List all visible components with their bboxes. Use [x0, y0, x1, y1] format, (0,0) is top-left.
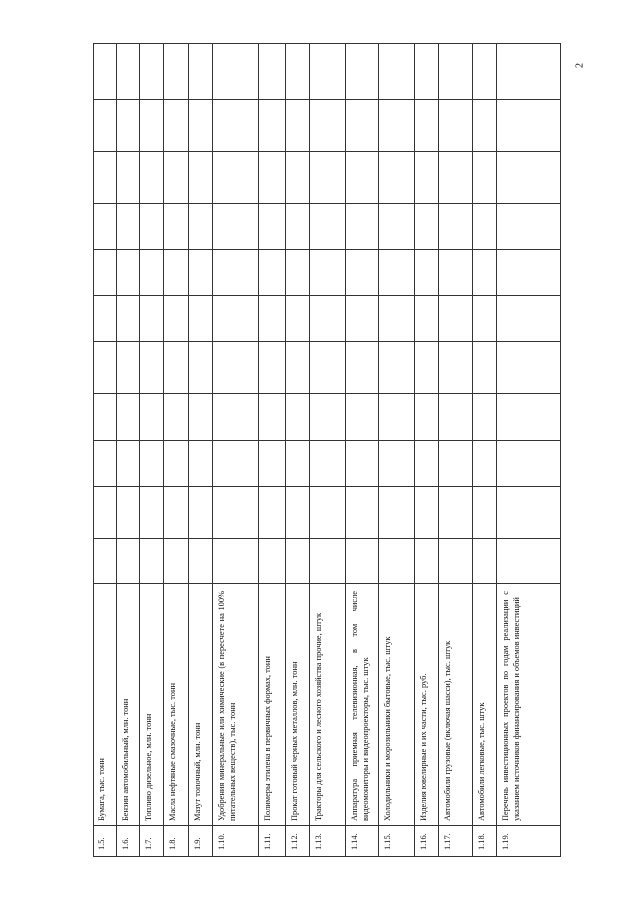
- empty-value-cell: [164, 487, 189, 539]
- empty-value-cell: [164, 441, 189, 487]
- row-number-cell: [189, 826, 213, 857]
- empty-value-cell: [93, 342, 117, 394]
- row-name-cell: [140, 584, 164, 826]
- empty-value-cell: [346, 441, 379, 487]
- empty-value-cell: [213, 441, 259, 487]
- empty-value-cell: [93, 441, 117, 487]
- row-number: 1.8.: [168, 837, 177, 850]
- empty-value-cell: [213, 296, 259, 342]
- empty-value-cell: [379, 441, 415, 487]
- empty-value-cell: [140, 487, 164, 539]
- empty-value-cell: [497, 100, 561, 152]
- empty-value-cell: [497, 539, 561, 584]
- empty-value-cell: [140, 296, 164, 342]
- empty-value-cell: [415, 152, 439, 204]
- empty-value-cell: [213, 487, 259, 539]
- empty-value-cell: [189, 539, 213, 584]
- empty-value-cell: [140, 342, 164, 394]
- empty-value-cell: [213, 204, 259, 250]
- empty-value-cell: [439, 152, 473, 204]
- empty-value-cell: [379, 296, 415, 342]
- row-number: 1.17.: [443, 833, 452, 850]
- empty-value-cell: [310, 43, 346, 100]
- empty-value-cell: [117, 204, 140, 250]
- row-number: 1.13.: [314, 833, 323, 850]
- row-name: Тракторы для сельского и лесного хозяйства прочие, штук: [314, 612, 323, 821]
- empty-value-cell: [346, 487, 379, 539]
- empty-value-cell: [117, 296, 140, 342]
- row-number: 1.18.: [477, 833, 486, 850]
- empty-value-cell: [473, 43, 497, 100]
- empty-value-cell: [259, 487, 286, 539]
- row-name: Перечень инвестиционных проектов по годам реализации с указанием источников финансирования и объемов инвестиций: [501, 591, 521, 821]
- empty-value-cell: [473, 296, 497, 342]
- empty-value-cell: [286, 43, 310, 100]
- empty-value-cell: [415, 487, 439, 539]
- row-number: 1.7.: [144, 837, 153, 850]
- empty-value-cell: [310, 152, 346, 204]
- empty-value-cell: [379, 100, 415, 152]
- empty-value-cell: [379, 152, 415, 204]
- row-number-cell: [117, 826, 140, 857]
- empty-value-cell: [286, 250, 310, 296]
- row-name: Аппаратура приемная телевизионная, в том числе видеомониторы и видеопроекторы, тыс. штук: [350, 591, 370, 821]
- empty-value-cell: [286, 296, 310, 342]
- empty-value-cell: [93, 539, 117, 584]
- row-name: Масла нефтяные смазочные, тыс. тонн: [168, 683, 177, 821]
- empty-value-cell: [379, 250, 415, 296]
- empty-value-cell: [189, 43, 213, 100]
- row-number: 1.10.: [217, 833, 226, 850]
- empty-value-cell: [415, 296, 439, 342]
- empty-value-cell: [140, 100, 164, 152]
- empty-value-cell: [346, 394, 379, 441]
- empty-value-cell: [259, 43, 286, 100]
- row-name: Полимеры этилена в первичных формах, тонн: [263, 656, 272, 821]
- row-number-cell: [286, 826, 310, 857]
- empty-value-cell: [346, 43, 379, 100]
- row-name-cell: [164, 584, 189, 826]
- empty-value-cell: [140, 43, 164, 100]
- empty-value-cell: [93, 204, 117, 250]
- row-name: Автомобили легковые, тыс. штук: [477, 702, 486, 821]
- empty-value-cell: [117, 43, 140, 100]
- empty-value-cell: [164, 296, 189, 342]
- empty-value-cell: [473, 152, 497, 204]
- empty-value-cell: [497, 487, 561, 539]
- empty-value-cell: [117, 100, 140, 152]
- empty-value-cell: [213, 100, 259, 152]
- empty-value-cell: [310, 204, 346, 250]
- row-name: Удобрения минеральные или химические (в пересчете на 100% питательных веществ), тыс. тонн: [217, 591, 237, 821]
- empty-value-cell: [93, 487, 117, 539]
- empty-value-cell: [213, 539, 259, 584]
- empty-value-cell: [439, 539, 473, 584]
- empty-value-cell: [415, 539, 439, 584]
- empty-value-cell: [189, 152, 213, 204]
- empty-value-cell: [310, 100, 346, 152]
- empty-value-cell: [259, 250, 286, 296]
- empty-value-cell: [189, 487, 213, 539]
- row-name: Бензин автомобильный, млн. тонн: [121, 698, 130, 821]
- empty-value-cell: [310, 342, 346, 394]
- empty-value-cell: [473, 342, 497, 394]
- empty-value-cell: [346, 152, 379, 204]
- empty-value-cell: [213, 394, 259, 441]
- empty-value-cell: [473, 539, 497, 584]
- row-name-cell: [346, 584, 379, 826]
- empty-value-cell: [310, 487, 346, 539]
- empty-value-cell: [213, 152, 259, 204]
- empty-value-cell: [189, 204, 213, 250]
- empty-value-cell: [415, 441, 439, 487]
- row-number: 1.6.: [121, 837, 130, 850]
- empty-value-cell: [473, 204, 497, 250]
- empty-value-cell: [164, 43, 189, 100]
- row-number-cell: [259, 826, 286, 857]
- row-number-cell: [140, 826, 164, 857]
- empty-value-cell: [259, 394, 286, 441]
- empty-value-cell: [497, 296, 561, 342]
- row-number: 1.14.: [350, 833, 359, 850]
- empty-value-cell: [259, 539, 286, 584]
- row-name-cell: [473, 584, 497, 826]
- empty-value-cell: [259, 342, 286, 394]
- empty-value-cell: [439, 250, 473, 296]
- empty-value-cell: [286, 204, 310, 250]
- empty-value-cell: [189, 342, 213, 394]
- row-name-cell: [213, 584, 259, 826]
- empty-value-cell: [93, 43, 117, 100]
- empty-value-cell: [439, 441, 473, 487]
- empty-value-cell: [117, 539, 140, 584]
- empty-value-cell: [310, 250, 346, 296]
- row-number-cell: [473, 826, 497, 857]
- empty-value-cell: [310, 441, 346, 487]
- empty-value-cell: [286, 100, 310, 152]
- empty-value-cell: [117, 487, 140, 539]
- empty-value-cell: [286, 394, 310, 441]
- empty-value-cell: [346, 342, 379, 394]
- empty-value-cell: [213, 43, 259, 100]
- empty-value-cell: [259, 100, 286, 152]
- empty-value-cell: [93, 250, 117, 296]
- empty-value-cell: [415, 43, 439, 100]
- empty-value-cell: [346, 296, 379, 342]
- empty-value-cell: [189, 296, 213, 342]
- empty-value-cell: [117, 342, 140, 394]
- empty-value-cell: [497, 394, 561, 441]
- empty-value-cell: [164, 539, 189, 584]
- row-name: Бумага, тыс. тонн: [97, 758, 106, 821]
- empty-value-cell: [189, 394, 213, 441]
- row-number-cell: [497, 826, 561, 857]
- empty-value-cell: [439, 43, 473, 100]
- empty-value-cell: [415, 204, 439, 250]
- empty-value-cell: [310, 296, 346, 342]
- empty-value-cell: [439, 204, 473, 250]
- empty-value-cell: [497, 441, 561, 487]
- empty-value-cell: [439, 296, 473, 342]
- empty-value-cell: [415, 342, 439, 394]
- empty-value-cell: [286, 152, 310, 204]
- empty-value-cell: [310, 539, 346, 584]
- empty-value-cell: [93, 394, 117, 441]
- empty-value-cell: [473, 441, 497, 487]
- row-number-cell: [164, 826, 189, 857]
- empty-value-cell: [346, 250, 379, 296]
- row-number-cell: [310, 826, 346, 857]
- row-name: Изделия ювелирные и их части, тыс. руб.: [419, 673, 428, 821]
- empty-value-cell: [140, 394, 164, 441]
- row-name-cell: [439, 584, 473, 826]
- row-number-cell: [439, 826, 473, 857]
- row-name-cell: [310, 584, 346, 826]
- empty-value-cell: [117, 152, 140, 204]
- empty-value-cell: [117, 250, 140, 296]
- row-name: Топливо дизельное, млн. тонн: [144, 713, 153, 821]
- empty-value-cell: [473, 250, 497, 296]
- empty-value-cell: [117, 394, 140, 441]
- empty-value-cell: [164, 394, 189, 441]
- row-number: 1.16.: [419, 833, 428, 850]
- empty-value-cell: [140, 204, 164, 250]
- empty-value-cell: [286, 487, 310, 539]
- row-name-cell: [379, 584, 415, 826]
- empty-value-cell: [439, 342, 473, 394]
- empty-value-cell: [497, 250, 561, 296]
- row-number-cell: [346, 826, 379, 857]
- empty-value-cell: [213, 250, 259, 296]
- empty-value-cell: [379, 394, 415, 441]
- row-number: 1.9.: [193, 837, 202, 850]
- empty-value-cell: [189, 441, 213, 487]
- empty-value-cell: [379, 43, 415, 100]
- empty-value-cell: [286, 539, 310, 584]
- row-name-cell: [415, 584, 439, 826]
- empty-value-cell: [164, 100, 189, 152]
- empty-value-cell: [497, 152, 561, 204]
- empty-value-cell: [93, 152, 117, 204]
- row-name-cell: [117, 584, 140, 826]
- row-name: Прокат готовый черных металлов, млн. тонн: [290, 661, 299, 821]
- empty-value-cell: [164, 152, 189, 204]
- empty-value-cell: [379, 342, 415, 394]
- row-name: Мазут топочный, млн. тонн: [193, 722, 202, 821]
- row-number: 1.12.: [290, 833, 299, 850]
- empty-value-cell: [379, 539, 415, 584]
- row-number: 1.15.: [383, 833, 392, 850]
- empty-value-cell: [93, 296, 117, 342]
- empty-value-cell: [497, 342, 561, 394]
- row-number-cell: [93, 826, 117, 857]
- empty-value-cell: [259, 296, 286, 342]
- empty-value-cell: [473, 100, 497, 152]
- row-number-cell: [415, 826, 439, 857]
- empty-value-cell: [497, 204, 561, 250]
- empty-value-cell: [140, 441, 164, 487]
- empty-value-cell: [346, 204, 379, 250]
- empty-value-cell: [213, 342, 259, 394]
- empty-value-cell: [439, 394, 473, 441]
- empty-value-cell: [259, 152, 286, 204]
- row-number: 1.19.: [501, 833, 510, 850]
- empty-value-cell: [117, 441, 140, 487]
- page-number: 2: [574, 63, 586, 68]
- empty-value-cell: [415, 100, 439, 152]
- empty-value-cell: [189, 100, 213, 152]
- empty-value-cell: [346, 100, 379, 152]
- empty-value-cell: [164, 204, 189, 250]
- empty-value-cell: [415, 394, 439, 441]
- empty-value-cell: [140, 152, 164, 204]
- empty-value-cell: [497, 43, 561, 100]
- empty-value-cell: [473, 487, 497, 539]
- empty-value-cell: [415, 250, 439, 296]
- row-number-cell: [213, 826, 259, 857]
- empty-value-cell: [140, 250, 164, 296]
- row-name-cell: [189, 584, 213, 826]
- empty-value-cell: [379, 204, 415, 250]
- empty-value-cell: [189, 250, 213, 296]
- empty-value-cell: [164, 250, 189, 296]
- row-number: 1.5.: [97, 837, 106, 850]
- row-name: Автомобили грузовые (включая шасси), тыс. штук: [443, 640, 452, 821]
- row-name-cell: [259, 584, 286, 826]
- row-name-cell: [497, 584, 561, 826]
- row-name: Холодильники и морозильники бытовые, тыс. штук: [383, 636, 392, 821]
- row-number: 1.11.: [263, 833, 272, 850]
- row-number-cell: [379, 826, 415, 857]
- empty-value-cell: [93, 100, 117, 152]
- empty-value-cell: [164, 342, 189, 394]
- row-name-cell: [93, 584, 117, 826]
- empty-value-cell: [473, 394, 497, 441]
- empty-value-cell: [259, 204, 286, 250]
- empty-value-cell: [140, 539, 164, 584]
- empty-value-cell: [286, 342, 310, 394]
- empty-value-cell: [310, 394, 346, 441]
- empty-value-cell: [379, 487, 415, 539]
- empty-value-cell: [439, 100, 473, 152]
- empty-value-cell: [439, 487, 473, 539]
- empty-value-cell: [259, 441, 286, 487]
- empty-value-cell: [346, 539, 379, 584]
- row-name-cell: [286, 584, 310, 826]
- empty-value-cell: [286, 441, 310, 487]
